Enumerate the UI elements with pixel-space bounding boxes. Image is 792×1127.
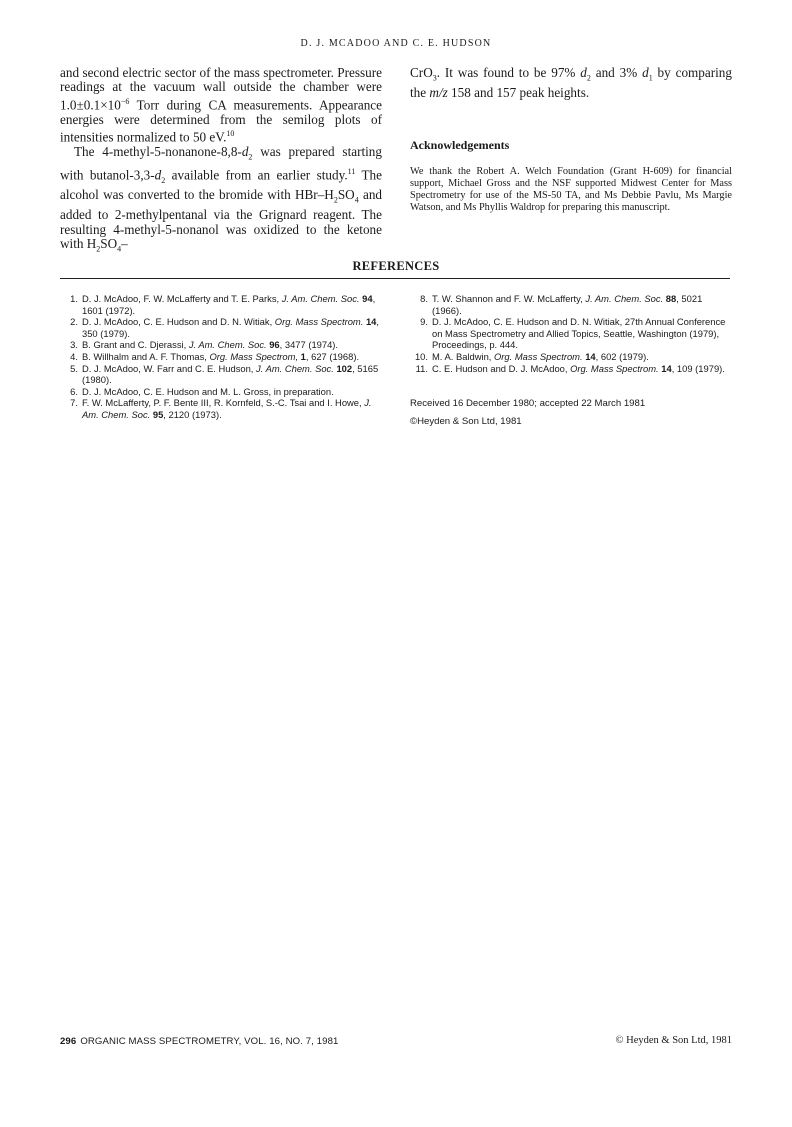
received-dates: Received 16 December 1980; accepted 22 March 1981 bbox=[410, 398, 646, 410]
page-footer-left bbox=[60, 1036, 338, 1047]
copyright-notice: ©Heyden & Son Ltd, 1981 bbox=[410, 416, 522, 428]
references-list-right bbox=[410, 293, 732, 374]
left-column bbox=[60, 66, 382, 257]
reference-text: D. J. McAdoo, F. W. McLafferty and T. E. Parks, J. Am. Chem. Soc. 94, 1601 (1972). bbox=[82, 293, 376, 316]
reference-number: 5. bbox=[70, 362, 78, 374]
references-heading: REFERENCES bbox=[352, 259, 440, 273]
reference-number: 4. bbox=[70, 350, 78, 362]
reference-text: B. Grant and C. Djerassi, J. Am. Chem. Soc. 96, 3477 (1974). bbox=[82, 339, 339, 351]
references-right-column bbox=[410, 293, 732, 428]
reference-number: 8. bbox=[420, 293, 428, 304]
reference-text: B. Willhalm and A. F. Thomas, Org. Mass Spectrom, 1, 627 (1968). bbox=[82, 350, 360, 362]
references-list-left bbox=[60, 293, 390, 421]
reference-number: 3. bbox=[70, 339, 78, 351]
reference-item bbox=[60, 316, 390, 339]
experimental-paragraph: and second electric sector of the mass spectrometer. Pressure readings at the vacuum wall outside the chamber were $1.0\pm 0.1\times 10^{-6}$ Torr during CA measurements. Appearance energies were determined from the semilog plots of intensities normalized to 50 eV.$^{10}$ bbox=[60, 65, 382, 145]
right-column bbox=[410, 66, 732, 214]
page-number: 296 bbox=[60, 1036, 77, 1047]
reference-text: D. J. McAdoo, C. E. Hudson and D. N. Witiak, 27th Annual Conference on Mass Spectrometry and Allied Topics, Seattle, Washington (1979), Proceedings, p. 444. bbox=[432, 316, 726, 351]
reference-text: D. J. McAdoo, C. E. Hudson and D. N. Witiak, Org. Mass Spectrom. 14, 350 (1979). bbox=[82, 316, 380, 339]
references-divider bbox=[60, 278, 730, 279]
reference-number: 9. bbox=[420, 316, 428, 328]
reference-number: 7. bbox=[70, 397, 78, 409]
reference-number: 2. bbox=[70, 316, 78, 328]
reference-number: 6. bbox=[70, 385, 78, 397]
synthesis-paragraph: The $4-methyl-5-nonanone-8,8-d_2$ was prepared starting with butanol-$3,3-d_2$ available from an earlier study.$^{11}$ The alcohol was converted to the bromide with HBr–$H_2SO_4$ and added to 2-methylpentanal via the Grignard reagent. The resulting 4-methyl-5-nonanol was oxidized to the ketone with $H_2SO_4-$ bbox=[60, 143, 383, 254]
reference-text: D. J. McAdoo, C. E. Hudson and M. L. Gross, in preparation. bbox=[82, 385, 334, 397]
reference-number: 11. bbox=[415, 362, 428, 374]
reference-item bbox=[410, 316, 732, 351]
page-footer-copyright: © Heyden & Son Ltd, 1981 bbox=[615, 1035, 732, 1046]
reference-number: 10. bbox=[414, 350, 428, 362]
reference-text: C. E. Hudson and D. J. McAdoo, Org. Mass Spectrom. 14, 109 (1979). bbox=[432, 362, 725, 374]
reference-text: D. J. McAdoo, W. Farr and C. E. Hudson, J. Am. Chem. Soc. 102, 5165 (1980). bbox=[82, 362, 379, 386]
reference-item bbox=[60, 397, 390, 420]
reference-item bbox=[60, 386, 390, 398]
reference-item bbox=[410, 363, 732, 375]
reference-item bbox=[410, 351, 732, 363]
running-head: D. J. MCADOO AND C. E. HUDSON bbox=[300, 38, 492, 49]
reference-text: M. A. Baldwin, Org. Mass Spectrom. 14, 602 (1979). bbox=[432, 350, 649, 362]
reference-item bbox=[410, 293, 732, 316]
reference-item bbox=[60, 351, 390, 363]
reference-item bbox=[60, 363, 390, 386]
reference-item bbox=[60, 339, 390, 351]
reference-number: 1. bbox=[70, 293, 78, 304]
journal-citation: ORGANIC MASS SPECTROMETRY, VOL. 16, NO. 7, 1981 bbox=[80, 1036, 339, 1047]
acknowledgements-text: We thank the Robert A. Welch Foundation (Grant H-609) for financial support, Michael Gross and the NSF supported Midwest Center for Mass Spectrometry for use of the MS-50 TA, and Ms Debbie Pavlu, Ms Margie Watson, and Ms Phyllis Waldrop for preparing this manuscript. bbox=[410, 166, 732, 214]
isotope-paragraph: CrO$_3$. It was found to be 97% $d_2$ and 3% $d_1$ by comparing the m/z 158 and 157 peak heights. bbox=[410, 65, 732, 101]
reference-item bbox=[60, 293, 390, 316]
acknowledgements-heading: Acknowledgements bbox=[410, 138, 510, 153]
reference-text: T. W. Shannon and F. W. McLafferty, J. Am. Chem. Soc. 88, 5021 (1966). bbox=[432, 293, 703, 316]
reference-text: F. W. McLafferty, P. F. Bente III, R. Kornfeld, S.-C. Tsai and I. Howe, J. Am. Chem. Soc. 95, 2120 (1973). bbox=[82, 397, 372, 420]
